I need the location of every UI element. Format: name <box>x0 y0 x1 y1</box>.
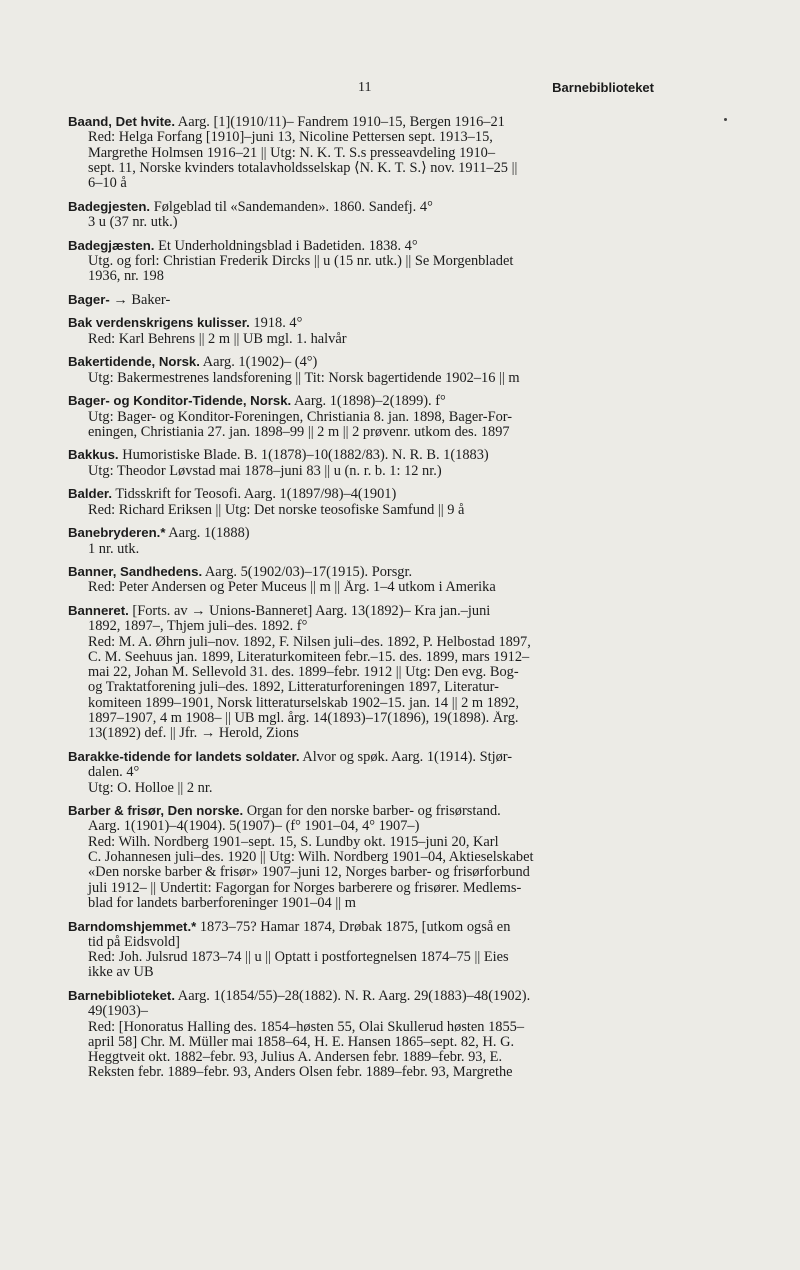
entry-headword: Barakke-tidende for landets soldater. <box>68 748 300 764</box>
entry-text: 6–10 å <box>88 176 127 192</box>
entry-text: komiteen 1899–1901, Norsk litteraturselskab 1902–15. jan. 14 || 2 m 1892, <box>88 695 520 711</box>
entry-line <box>68 1020 656 1035</box>
catalog-entry <box>68 292 656 308</box>
entry-text: Red: [Honoratus Halling des. 1854–høsten 55, Olai Skullerud høsten 1855– <box>88 1019 525 1035</box>
entry-line <box>68 1004 656 1019</box>
entry-line <box>68 650 656 665</box>
entry-text: Alvor og spøk. Aarg. 1(1914). Stjør- <box>299 748 513 765</box>
entry-text: sept. 11, Norske kvinders totalavholdsselskap ⟨N. K. T. S.⟩ nov. 1911–25 || <box>88 160 518 176</box>
entry-text: 49(1903)– <box>88 1004 148 1020</box>
entry-text: 1 nr. utk. <box>88 541 140 557</box>
entry-list <box>68 114 656 1088</box>
entry-line <box>68 1065 656 1080</box>
entry-line <box>68 680 656 695</box>
entry-line <box>68 781 656 796</box>
entry-headword: Banneret. <box>68 602 129 618</box>
entry-line <box>68 850 656 865</box>
catalog-entry <box>68 988 656 1081</box>
entry-line <box>68 711 656 726</box>
entry-first-line <box>68 238 656 254</box>
page-number: 11 <box>358 80 372 95</box>
entry-line <box>68 464 656 479</box>
entry-text: Red: Wilh. Nordberg 1901–sept. 15, S. Lundby okt. 1915–juni 20, Karl <box>88 834 499 850</box>
entry-text: Margrethe Holmsen 1916–21 || Utg: N. K. T. S.s presseavdeling 1910– <box>88 145 496 161</box>
entry-line <box>68 935 656 950</box>
entry-text: 1892, 1897–, Thjem juli–des. 1892. f° <box>88 619 308 635</box>
entry-line <box>68 371 656 386</box>
entry-headword: Bakertidende, Norsk. <box>68 354 200 370</box>
entry-text: Følgeblad til «Sandemanden». 1860. Sandefj. 4° <box>150 198 433 215</box>
running-head: Barnebiblioteket <box>552 80 654 95</box>
entry-line <box>68 503 656 518</box>
entry-text: Red: Joh. Julsrud 1873–74 || u || Optatt i postfortegnelsen 1874–75 || Eies <box>88 950 509 966</box>
entry-line <box>68 161 656 176</box>
entry-text: → Baker- <box>109 291 171 308</box>
entry-line <box>68 254 656 269</box>
entry-first-line <box>68 486 656 502</box>
entry-line <box>68 965 656 980</box>
entry-headword: Bak verdenskrigens kulisser. <box>68 315 250 331</box>
entry-headword: Badegjæsten. <box>68 237 155 253</box>
entry-first-line <box>68 564 656 580</box>
entry-first-line <box>68 447 656 463</box>
entry-text: C. M. Seehuus jan. 1899, Literaturkomiteen febr.–15. des. 1899, mars 1912– <box>88 649 530 665</box>
entry-text: Aarg. 1(1902)– (4°) <box>199 354 318 371</box>
entry-line <box>68 410 656 425</box>
entry-text: 13(1892) def. || Jfr. → Herold, Zions <box>88 726 299 742</box>
entry-line <box>68 835 656 850</box>
entry-line <box>68 542 656 557</box>
entry-text: Et Underholdningsblad i Badetiden. 1838. 4° <box>154 237 418 254</box>
entry-text: «Den norske barber & frisør» 1907–juni 12, Norges barber- og frisørforbund <box>88 865 530 881</box>
entry-text: Tidsskrift for Teosofi. Aarg. 1(1897/98)–4(1901) <box>111 486 397 503</box>
entry-text: ikke av UB <box>88 965 154 981</box>
page-header <box>68 80 654 100</box>
entry-text: Aarg. [1](1910/11)– Fandrem 1910–15, Bergen 1916–21 <box>175 114 505 130</box>
entry-headword: Banebryderen.* <box>68 525 166 541</box>
entry-text: 3 u (37 nr. utk.) <box>88 215 178 231</box>
entry-first-line <box>68 988 656 1004</box>
entry-headword: Badegjesten. <box>68 198 151 214</box>
entry-text: april 58] Chr. M. Müller mai 1858–64, H. E. Hansen 1865–sept. 82, H. G. <box>88 1034 515 1050</box>
catalog-entry <box>68 603 656 742</box>
entry-line <box>68 130 656 145</box>
entry-text: Aarg. 1(1854/55)–28(1882). N. R. Aarg. 29(1883)–48(1902). <box>175 988 531 1004</box>
catalog-entry <box>68 564 656 596</box>
entry-line <box>68 332 656 347</box>
entry-first-line <box>68 919 656 935</box>
entry-text: og Traktatforening juli–des. 1892, Litteraturforeningen 1897, Literatur- <box>88 680 499 696</box>
entry-text: 1918. 4° <box>249 315 303 332</box>
entry-text: Utg: O. Holloe || 2 nr. <box>88 780 213 796</box>
entry-first-line <box>68 525 656 541</box>
entry-text: Aarg. 5(1902/03)–17(1915). Porsgr. <box>202 564 413 581</box>
entry-line <box>68 146 656 161</box>
entry-headword: Balder. <box>68 486 112 502</box>
entry-line <box>68 619 656 634</box>
entry-text: Aarg. 1(1901)–4(1904). 5(1907)– (f° 1901–04, 4° 1907–) <box>88 819 420 835</box>
entry-line <box>68 896 656 911</box>
entry-text: Heggtveit okt. 1882–febr. 93, Julius A. Andersen febr. 1889–febr. 93, E. <box>88 1050 503 1066</box>
entry-text: blad for landets barberforeninger 1901–04 || m <box>88 895 356 911</box>
entry-line <box>68 865 656 880</box>
catalog-entry <box>68 919 656 981</box>
entry-line <box>68 1050 656 1065</box>
entry-text: tid på Eidsvold] <box>88 934 180 950</box>
entry-first-line <box>68 393 656 409</box>
entry-text: 1936, nr. 198 <box>88 269 164 285</box>
catalog-entry <box>68 315 656 347</box>
entry-line <box>68 696 656 711</box>
entry-text: Organ for den norske barber- og frisørstand. <box>243 803 501 820</box>
entry-first-line <box>68 803 656 819</box>
entry-line <box>68 1035 656 1050</box>
entry-text: Utg: Bakermestrenes landsforening || Tit: Norsk bagertidende 1902–16 || m <box>88 370 520 386</box>
entry-text: Utg: Bager- og Konditor-Foreningen, Christiania 8. jan. 1898, Bager-For- <box>88 409 513 425</box>
entry-headword: Baand, Det hvite. <box>68 114 175 129</box>
catalog-entry <box>68 749 656 796</box>
entry-line <box>68 269 656 284</box>
entry-text: Aarg. 1(1898)–2(1899). f° <box>291 393 446 410</box>
entry-text: Humoristiske Blade. B. 1(1878)–10(1882/83). N. R. B. 1(1883) <box>118 447 489 464</box>
entry-line <box>68 215 656 230</box>
entry-text: Red: Karl Behrens || 2 m || UB mgl. 1. halvår <box>88 331 347 347</box>
entry-line <box>68 425 656 440</box>
entry-line <box>68 726 656 741</box>
entry-text: mai 22, Johan M. Sellevold 31. des. 1899–febr. 1912 || Utg: Den evg. Bog- <box>88 665 519 681</box>
entry-line <box>68 819 656 834</box>
entry-text: 1873–75? Hamar 1874, Drøbak 1875, [utkom også en <box>196 918 511 935</box>
entry-text: Red: Peter Andersen og Peter Muceus || m || Årg. 1–4 utkom i Amerika <box>88 580 496 596</box>
entry-text: Reksten febr. 1889–febr. 93, Anders Olsen febr. 1889–febr. 93, Margrethe <box>88 1065 513 1081</box>
entry-headword: Barnebiblioteket. <box>68 988 175 1003</box>
entry-text: [Forts. av → Unions-Banneret] Aarg. 13(1892)– Kra jan.–juni <box>128 602 491 619</box>
entry-line <box>68 950 656 965</box>
entry-text: eningen, Christiania 27. jan. 1898–99 || 2 m || 2 prøvenr. utkom des. 1897 <box>88 424 510 440</box>
entry-text: Red: M. A. Øhrn juli–nov. 1892, F. Nilsen juli–des. 1892, P. Helbostad 1897, <box>88 634 531 650</box>
entry-headword: Bager- <box>68 291 110 307</box>
entry-text: 1897–1907, 4 m 1908– || UB mgl. årg. 14(1893)–17(1896), 19(1898). Årg. <box>88 711 519 727</box>
catalog-entry <box>68 393 656 440</box>
entry-text: juli 1912– || Undertit: Fagorgan for Norges barberere og frisører. Medlems- <box>88 880 522 896</box>
entry-first-line <box>68 354 656 370</box>
entry-text: Red: Richard Eriksen || Utg: Det norske teosofiske Samfund || 9 å <box>88 502 465 518</box>
entry-line <box>68 765 656 780</box>
catalog-entry <box>68 486 656 518</box>
entry-line <box>68 881 656 896</box>
entry-text: Aarg. 1(1888) <box>165 525 250 542</box>
entry-text: Utg: Theodor Løvstad mai 1878–juni 83 || u (n. r. b. 1: 12 nr.) <box>88 463 442 479</box>
catalog-entry <box>68 803 656 911</box>
entry-first-line <box>68 603 656 619</box>
entry-first-line <box>68 292 656 308</box>
entry-text: dalen. 4° <box>88 765 140 781</box>
entry-headword: Barber & frisør, Den norske. <box>68 803 244 819</box>
entry-text: Utg. og forl: Christian Frederik Dircks || u (15 nr. utk.) || Se Morgenbladet <box>88 253 514 269</box>
entry-first-line <box>68 749 656 765</box>
entry-first-line <box>68 315 656 331</box>
entry-headword: Barndomshjemmet.* <box>68 918 197 934</box>
entry-text: C. Johannesen juli–des. 1920 || Utg: Wilh. Nordberg 1901–04, Aktieselskabet <box>88 850 534 866</box>
entry-line <box>68 635 656 650</box>
entry-headword: Bager- og Konditor-Tidende, Norsk. <box>68 393 292 409</box>
entry-text: Red: Helga Forfang [1910]–juni 13, Nicoline Pettersen sept. 1913–15, <box>88 130 493 146</box>
catalog-entry <box>68 525 656 557</box>
entry-line <box>68 580 656 595</box>
entry-first-line <box>68 199 656 215</box>
speck-mark <box>724 118 727 121</box>
catalog-entry <box>68 199 656 231</box>
entry-headword: Banner, Sandhedens. <box>68 564 203 580</box>
catalog-entry <box>68 447 656 479</box>
entry-line <box>68 665 656 680</box>
entry-line <box>68 176 656 191</box>
catalog-entry <box>68 238 656 285</box>
catalog-entry <box>68 354 656 386</box>
entry-headword: Bakkus. <box>68 447 119 463</box>
entry-first-line <box>68 114 656 130</box>
catalog-entry <box>68 114 656 191</box>
